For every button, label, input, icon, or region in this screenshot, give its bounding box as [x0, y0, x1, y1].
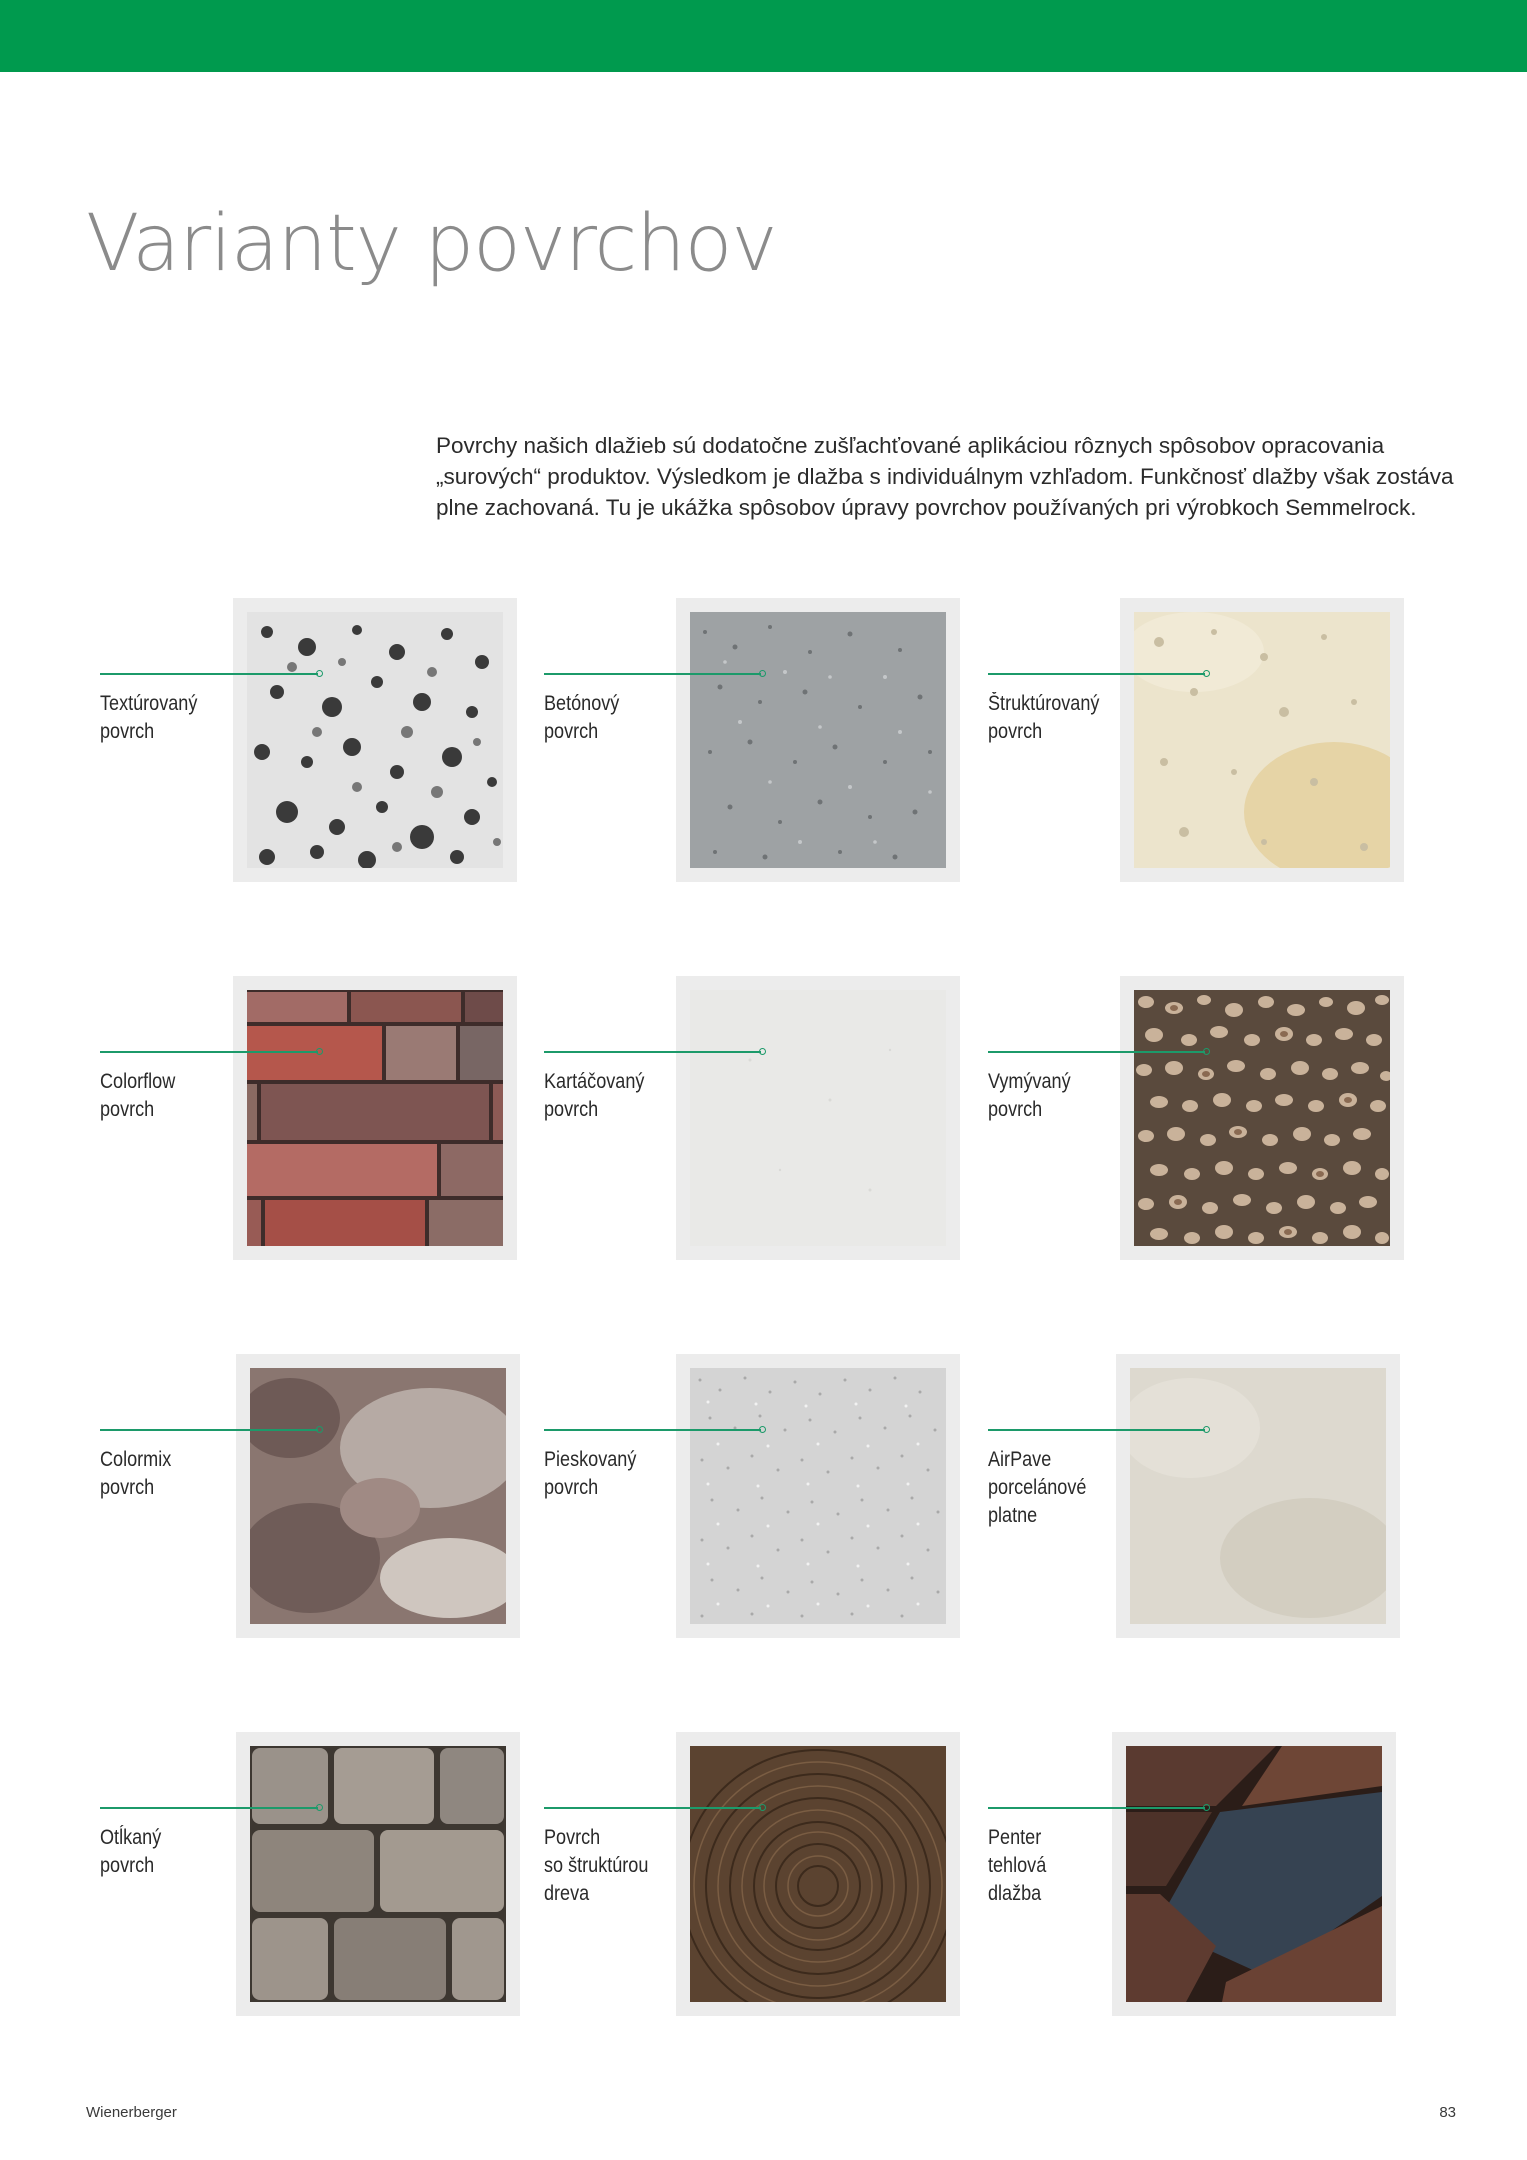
intro-paragraph: Povrchy našich dlažieb sú dodatočne zušľachťované aplikáciou rôznych spôsobov opracovania „surových“ produktov. Výsledkom je dlažba s individuálnym vzhľadom. Funkčnosť dlažby však zostáva plne zachovaná. Tu je ukážka spôsobov úpravy povrchov používaných pri výrobkoch Semmelrock.: [436, 433, 1454, 520]
label-colormix: Colormix povrch: [100, 1448, 172, 1499]
concrete-surface-image: [690, 612, 946, 868]
tile-textured: [233, 598, 517, 882]
label-washed: Vymývaný povrch: [988, 1070, 1071, 1121]
tile-penter: [1112, 1732, 1396, 2016]
structured-surface-image: [1134, 612, 1390, 868]
label-brushed: Kartáčovaný povrch: [544, 1070, 645, 1121]
colorflow-surface-image: [247, 990, 503, 1246]
tile-structured: [1120, 598, 1404, 882]
tile-airpave: [1116, 1354, 1400, 1638]
leader-line: [988, 1051, 1205, 1053]
tile-tumbled: [236, 1732, 520, 2016]
label-textured: Textúrovaný povrch: [100, 692, 198, 743]
tile-washed: [1120, 976, 1404, 1260]
leader-line: [988, 1429, 1205, 1431]
label-concrete: Betónový povrch: [544, 692, 620, 743]
tumbled-surface-image: [250, 1746, 506, 2002]
tile-wood: [676, 1732, 960, 2016]
tile-sandblasted: [676, 1354, 960, 1638]
leader-line: [544, 1807, 761, 1809]
top-accent-bar: [0, 0, 1527, 72]
leader-line: [544, 1429, 761, 1431]
leader-line: [544, 673, 761, 675]
leader-line: [100, 1429, 318, 1431]
label-structured: Štruktúrovaný povrch: [988, 692, 1100, 743]
wood-surface-image: [690, 1746, 946, 2002]
label-colorflow: Colorflow povrch: [100, 1070, 176, 1121]
textured-surface-image: [247, 612, 503, 868]
page-number: 83: [1439, 2104, 1456, 2121]
leader-line: [100, 1807, 318, 1809]
tile-colorflow: [233, 976, 517, 1260]
airpave-surface-image: [1130, 1368, 1386, 1624]
leader-line: [100, 1051, 318, 1053]
brushed-surface-image: [690, 990, 946, 1246]
leader-line: [544, 1051, 761, 1053]
label-penter: Penter tehlová dlažba: [988, 1826, 1047, 1905]
leader-line: [100, 673, 318, 675]
sandblasted-surface-image: [690, 1368, 946, 1624]
label-airpave: AirPave porcelánové platne: [988, 1448, 1087, 1527]
washed-surface-image: [1134, 990, 1390, 1246]
leader-line: [988, 673, 1205, 675]
colormix-surface-image: [250, 1368, 506, 1624]
tile-concrete: [676, 598, 960, 882]
footer-brand: Wienerberger: [86, 2104, 177, 2121]
label-wood: Povrch so štruktúrou dreva: [544, 1826, 649, 1905]
page-title: Varianty povrchov: [86, 199, 777, 289]
leader-line: [988, 1807, 1205, 1809]
label-sandblasted: Pieskovaný povrch: [544, 1448, 637, 1499]
tile-brushed: [676, 976, 960, 1260]
label-tumbled: Otĺkaný povrch: [100, 1826, 162, 1877]
penter-surface-image: [1126, 1746, 1382, 2002]
tile-colormix: [236, 1354, 520, 1638]
